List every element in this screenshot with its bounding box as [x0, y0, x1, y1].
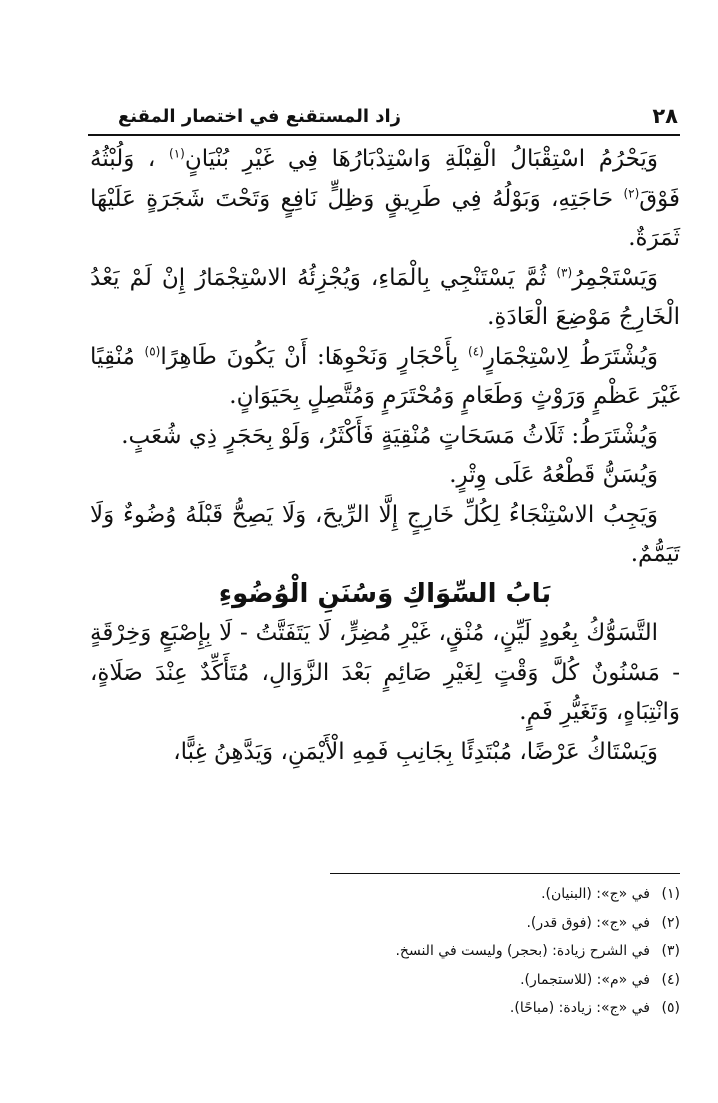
text-run: حَاجَتِهِ، وَبَوْلُهُ فِي طَرِيقٍ وَظِلٍّ نَافِعٍ وَتَحْتَ شَجَرَةٍ عَلَيْهَا ثَمَرَةٌ.	[90, 185, 680, 251]
footnote-item	[200, 880, 680, 909]
text-run: مُنْقِيًا غَيْرَ عَظْمٍ وَرَوْثٍ وَطَعَامٍ وَمُحْتَرَمٍ وَمُتَّصِلٍ بِحَيَوَانٍ.	[90, 343, 680, 409]
footnote-ref: (٤)	[468, 343, 484, 358]
paragraph: وَيُشْتَرَطُ: ثَلَاثُ مَسَحَاتٍ مُنْقِيَةٍ فَأَكْثَرُ، وَلَوْ بِحَجَرٍ ذِي شُعَبٍ.	[121, 422, 658, 449]
book-title: زاد المستقنع في اختصار المقنع	[118, 105, 402, 127]
main-text	[90, 140, 680, 772]
footnotes	[200, 880, 680, 1023]
footnote-item	[200, 966, 680, 995]
footnote-text: في «ج»: زيادة: (مباحًا).	[509, 1000, 650, 1016]
paragraph: التَّسَوُّكُ بِعُودٍ لَيِّنٍ، مُنْقٍ، غَيْرِ مُضِرٍّ، لَا يَتَفَتَّتُ - لَا بِإِصْبَعٍ وَخِرْقَةٍ - مَسْنُونٌ كُلَّ وَقْتٍ لِغَيْرِ صَائِمٍ بَعْدَ الزَّوَالِ، مُتَأَكِّدٌ عِنْدَ صَلَاةٍ، وَانْتِبَاهٍ، وَتَغَيُّرِ فَمٍ.	[90, 620, 680, 725]
text-run: وَيُشْتَرَطُ لِاسْتِجْمَارٍ	[483, 343, 658, 370]
footnote-ref: (٣)	[556, 264, 573, 279]
text-run: بِأَحْجَارٍ وَنَحْوِهَا: أَنْ يَكُونَ طَاهِرًا	[160, 343, 459, 370]
paragraph: وَيَجِبُ الاسْتِنْجَاءُ لِكُلِّ خَارِجٍ إِلَّا الرِّيحَ، وَلَا يَصِحُّ قَبْلَهُ وُضُوءٌ وَلَا تَيَمُّمٌ.	[90, 501, 680, 567]
footnote-text: في «ج»: (البنيان).	[541, 886, 650, 902]
chapter-heading: بَابُ السِّوَاكِ وَسُنَنِ الْوُضُوءِ	[218, 578, 552, 609]
footnote-text: في «م»: (للاستجمار).	[520, 971, 650, 988]
text-run: وَيَسْتَجْمِرُ	[572, 264, 658, 291]
paragraph	[90, 140, 680, 259]
footnote-rule	[330, 873, 680, 874]
footnote-number: (٢)	[661, 914, 680, 931]
paragraph: وَيُسَنُّ قَطْعُهُ عَلَى وِتْرٍ.	[449, 462, 658, 488]
text-run: ثُمَّ يَسْتَنْجِي بِالْمَاءِ، وَيُجْزِئُهُ الاسْتِجْمَارُ إِنْ لَمْ يَعْدُ الْخَارِجُ مَوْضِعَ الْعَادَةِ.	[90, 264, 680, 330]
footnote-item	[200, 937, 680, 966]
running-header	[118, 103, 678, 129]
footnote-ref: (١)	[169, 146, 185, 161]
footnote-number: (٥)	[661, 1000, 680, 1016]
footnote-ref: (٢)	[623, 185, 640, 200]
paragraph	[90, 259, 680, 338]
footnote-text: في «ج»: (فوق قدر).	[526, 914, 650, 931]
footnote-item	[200, 994, 680, 1023]
footnote-ref: (٥)	[144, 343, 161, 358]
footnote-number: (٤)	[661, 971, 680, 988]
text-run: وَيَحْرُمُ اسْتِقْبَالُ الْقِبْلَةِ وَاسْتِدْبَارُهَا فِي غَيْرِ بُنْيَانٍ	[184, 146, 659, 172]
text-run: ، وَلُبْثُهُ فَوْقَ	[90, 146, 680, 212]
paragraph	[90, 338, 680, 417]
footnote-number: (٣)	[661, 943, 680, 959]
footnote-number: (١)	[661, 886, 680, 902]
paragraph: وَيَسْتَاكُ عَرْضًا، مُبْتَدِئًا بِجَانِبِ فَمِهِ الْأَيْمَنِ، وَيَدَّهِنُ غِبًّا،	[173, 738, 658, 765]
footnote-item	[200, 909, 680, 938]
header-rule	[88, 134, 680, 136]
footnote-text: في الشرح زيادة: (بحجر) وليست في النسخ.	[395, 943, 650, 959]
page-number: ٢٨	[652, 104, 678, 128]
